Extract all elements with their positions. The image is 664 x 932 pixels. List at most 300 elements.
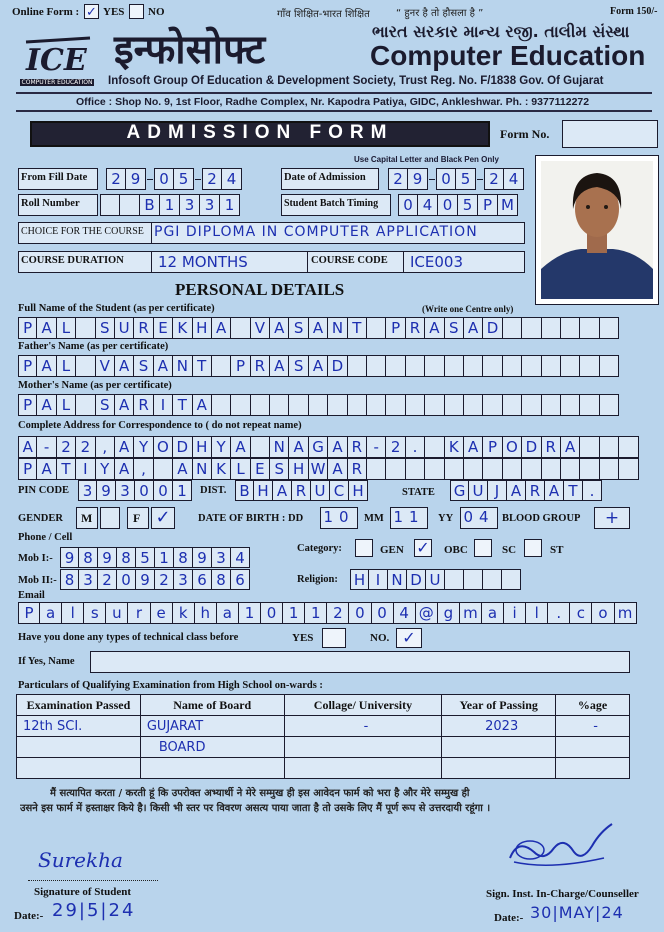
char-cell[interactable]: 2 — [327, 602, 349, 624]
char-cell[interactable]: A — [289, 436, 308, 458]
char-cell[interactable]: C — [330, 480, 349, 501]
char-cell[interactable] — [309, 394, 328, 416]
char-cell[interactable]: I — [154, 394, 173, 416]
char-cell[interactable]: A — [37, 317, 56, 339]
char-cell[interactable]: A — [328, 458, 347, 480]
char-cell[interactable]: A — [270, 317, 289, 339]
religion-cells[interactable] — [350, 569, 521, 590]
char-cell[interactable]: 1 — [305, 602, 327, 624]
char-cell[interactable]: 2 — [76, 436, 95, 458]
char-cell[interactable]: U — [115, 317, 134, 339]
qual-cell[interactable] — [17, 758, 141, 779]
char-cell[interactable]: O — [503, 436, 522, 458]
cat-box-1[interactable] — [355, 539, 373, 557]
char-cell[interactable]: 0 — [135, 480, 154, 501]
char-cell[interactable]: B — [140, 194, 160, 216]
char-cell[interactable]: A — [464, 436, 483, 458]
qual-cell[interactable]: GUJARAT — [140, 716, 284, 737]
char-cell[interactable]: O — [154, 436, 173, 458]
char-cell[interactable]: A — [115, 394, 134, 416]
char-cell[interactable] — [600, 355, 619, 377]
char-cell[interactable]: P — [18, 317, 37, 339]
char-cell[interactable]: 4 — [222, 168, 242, 190]
char-cell[interactable]: 9 — [193, 547, 212, 568]
char-cell[interactable]: o — [592, 602, 614, 624]
char-cell[interactable] — [619, 458, 638, 480]
qual-cell[interactable]: 2023 — [442, 716, 556, 737]
char-cell[interactable]: A — [464, 317, 483, 339]
char-cell[interactable] — [76, 317, 95, 339]
char-cell[interactable] — [386, 458, 405, 480]
char-cell[interactable] — [406, 394, 425, 416]
date-of-admission-cells[interactable] — [388, 168, 524, 190]
char-cell[interactable]: A — [309, 355, 328, 377]
char-cell[interactable]: 6 — [193, 569, 212, 590]
char-cell[interactable] — [212, 355, 231, 377]
char-cell[interactable] — [580, 458, 599, 480]
char-cell[interactable]: A — [231, 436, 250, 458]
char-cell[interactable]: 0 — [436, 168, 456, 190]
char-cell[interactable]: 2 — [155, 569, 174, 590]
char-cell[interactable]: L — [231, 458, 250, 480]
char-cell[interactable]: A — [273, 480, 292, 501]
qual-cell[interactable]: 12th SCI. — [17, 716, 141, 737]
char-cell[interactable]: T — [193, 355, 212, 377]
char-cell[interactable]: E — [251, 458, 270, 480]
char-cell[interactable]: 1 — [283, 602, 305, 624]
batch-timing-cells[interactable] — [398, 194, 518, 216]
char-cell[interactable]: Y — [96, 458, 115, 480]
char-cell[interactable]: L — [57, 394, 76, 416]
char-cell[interactable] — [367, 394, 386, 416]
char-cell[interactable] — [231, 394, 250, 416]
char-cell[interactable]: V — [96, 355, 115, 377]
char-cell[interactable] — [154, 458, 173, 480]
char-cell[interactable] — [483, 458, 502, 480]
char-cell[interactable] — [406, 355, 425, 377]
char-cell[interactable]: 1 — [160, 194, 180, 216]
online-no-checkbox[interactable] — [129, 4, 144, 19]
char-cell[interactable] — [522, 355, 541, 377]
char-cell[interactable]: 4 — [231, 547, 250, 568]
char-cell[interactable]: L — [57, 355, 76, 377]
char-cell[interactable]: S — [289, 317, 308, 339]
char-cell[interactable] — [251, 394, 270, 416]
mob2-cells[interactable] — [60, 569, 250, 590]
char-cell[interactable]: P — [18, 355, 37, 377]
char-cell[interactable]: 3 — [200, 194, 220, 216]
char-cell[interactable]: N — [388, 569, 407, 590]
char-cell[interactable]: L — [57, 317, 76, 339]
char-cell[interactable]: Y — [212, 436, 231, 458]
char-cell[interactable] — [483, 569, 502, 590]
char-cell[interactable] — [619, 436, 638, 458]
char-cell[interactable]: 9 — [98, 547, 117, 568]
char-cell[interactable]: 9 — [126, 168, 146, 190]
char-cell[interactable] — [600, 394, 619, 416]
char-cell[interactable] — [580, 394, 599, 416]
char-cell[interactable] — [522, 458, 541, 480]
char-cell[interactable] — [561, 317, 580, 339]
char-cell[interactable]: . — [406, 436, 425, 458]
char-cell[interactable]: P — [18, 602, 40, 624]
char-cell[interactable]: . — [548, 602, 570, 624]
char-cell[interactable]: S — [96, 394, 115, 416]
char-cell[interactable]: 4 — [394, 602, 416, 624]
char-cell[interactable]: P — [386, 317, 405, 339]
char-cell[interactable]: 8 — [79, 547, 98, 568]
char-cell[interactable]: H — [350, 569, 369, 590]
char-cell[interactable] — [251, 436, 270, 458]
char-cell[interactable] — [483, 355, 502, 377]
char-cell[interactable]: 2 — [98, 569, 117, 590]
qual-cell[interactable] — [442, 758, 556, 779]
char-cell[interactable] — [522, 317, 541, 339]
gender-m-check[interactable] — [100, 507, 120, 529]
char-cell[interactable]: 1 — [173, 480, 192, 501]
char-cell[interactable]: Y — [134, 436, 153, 458]
char-cell[interactable]: A — [37, 355, 56, 377]
char-cell[interactable] — [367, 458, 386, 480]
char-cell[interactable] — [76, 394, 95, 416]
char-cell[interactable]: N — [270, 436, 289, 458]
char-cell[interactable]: 3 — [174, 569, 193, 590]
char-cell[interactable]: - — [367, 436, 386, 458]
char-cell[interactable] — [289, 394, 308, 416]
char-cell[interactable]: K — [445, 436, 464, 458]
char-cell[interactable]: - — [37, 436, 56, 458]
char-cell[interactable] — [503, 317, 522, 339]
char-cell[interactable] — [212, 394, 231, 416]
qual-cell[interactable]: BOARD — [140, 737, 284, 758]
char-cell[interactable]: B — [235, 480, 254, 501]
char-cell[interactable] — [503, 458, 522, 480]
char-cell[interactable]: N — [173, 355, 192, 377]
char-cell[interactable]: A — [173, 458, 192, 480]
char-cell[interactable]: 3 — [212, 547, 231, 568]
mob1-cells[interactable] — [60, 547, 250, 568]
char-cell[interactable] — [425, 458, 444, 480]
char-cell[interactable]: a — [217, 602, 239, 624]
char-cell[interactable]: A — [37, 458, 56, 480]
char-cell[interactable] — [580, 317, 599, 339]
char-cell[interactable]: A — [328, 436, 347, 458]
char-cell[interactable]: 0 — [438, 194, 458, 216]
dist-cells[interactable] — [235, 480, 368, 501]
char-cell[interactable]: e — [151, 602, 173, 624]
char-cell[interactable]: g — [438, 602, 460, 624]
char-cell[interactable]: A — [561, 436, 580, 458]
char-cell[interactable]: D — [328, 355, 347, 377]
char-cell[interactable]: 0 — [117, 569, 136, 590]
tech-yes-check[interactable] — [322, 628, 346, 648]
char-cell[interactable]: P — [483, 436, 502, 458]
char-cell[interactable] — [600, 436, 619, 458]
pin-code-cells[interactable] — [78, 480, 192, 501]
char-cell[interactable]: M — [498, 194, 518, 216]
char-cell[interactable]: 3 — [79, 569, 98, 590]
char-cell[interactable]: A — [212, 317, 231, 339]
char-cell[interactable]: @ — [416, 602, 438, 624]
dob-mm[interactable]: 11 — [390, 507, 428, 529]
char-cell[interactable]: W — [309, 458, 328, 480]
char-cell[interactable]: A — [18, 436, 37, 458]
char-cell[interactable]: 2 — [106, 168, 126, 190]
char-cell[interactable]: r — [128, 602, 150, 624]
char-cell[interactable] — [503, 355, 522, 377]
from-fill-date-cells[interactable] — [106, 168, 242, 190]
char-cell[interactable]: s — [84, 602, 106, 624]
qual-cell[interactable] — [442, 737, 556, 758]
char-cell[interactable]: U — [311, 480, 330, 501]
char-cell[interactable]: R — [348, 458, 367, 480]
char-cell[interactable]: J — [488, 480, 507, 501]
char-cell[interactable] — [406, 458, 425, 480]
char-cell[interactable]: u — [106, 602, 128, 624]
table-row[interactable] — [17, 716, 630, 737]
char-cell[interactable]: m — [615, 602, 637, 624]
char-cell[interactable]: V — [251, 317, 270, 339]
char-cell[interactable]: 1 — [220, 194, 240, 216]
qual-cell[interactable] — [284, 737, 442, 758]
char-cell[interactable]: D — [522, 436, 541, 458]
char-cell[interactable] — [445, 569, 464, 590]
dob-dd[interactable]: 10 — [320, 507, 358, 529]
char-cell[interactable]: c — [570, 602, 592, 624]
char-cell[interactable] — [120, 194, 140, 216]
char-cell[interactable] — [425, 436, 444, 458]
char-cell[interactable]: S — [289, 355, 308, 377]
char-cell[interactable] — [522, 394, 541, 416]
char-cell[interactable]: 3 — [180, 194, 200, 216]
char-cell[interactable]: A — [115, 458, 134, 480]
char-cell[interactable]: I — [369, 569, 388, 590]
form-no-field[interactable] — [562, 120, 658, 148]
tech-no-check[interactable]: ✓ — [396, 628, 422, 648]
char-cell[interactable]: S — [445, 317, 464, 339]
char-cell[interactable]: 5 — [456, 168, 476, 190]
char-cell[interactable]: 2 — [484, 168, 504, 190]
char-cell[interactable]: D — [173, 436, 192, 458]
char-cell[interactable]: G — [309, 436, 328, 458]
cat-gen-check[interactable]: ✓ — [414, 539, 432, 557]
char-cell[interactable] — [464, 458, 483, 480]
char-cell[interactable] — [386, 355, 405, 377]
char-cell[interactable]: k — [173, 602, 195, 624]
char-cell[interactable]: 9 — [408, 168, 428, 190]
char-cell[interactable]: m — [460, 602, 482, 624]
char-cell[interactable]: E — [154, 317, 173, 339]
char-cell[interactable]: A — [309, 317, 328, 339]
char-cell[interactable]: l — [62, 602, 84, 624]
mother-name-cells[interactable] — [18, 394, 619, 416]
char-cell[interactable]: 3 — [116, 480, 135, 501]
char-cell[interactable]: H — [193, 317, 212, 339]
char-cell[interactable]: T — [173, 394, 192, 416]
char-cell[interactable]: A — [154, 355, 173, 377]
char-cell[interactable]: 8 — [60, 569, 79, 590]
char-cell[interactable]: R — [251, 355, 270, 377]
blood-group-value[interactable]: + — [594, 507, 630, 529]
char-cell[interactable]: , — [96, 436, 115, 458]
char-cell[interactable]: N — [193, 458, 212, 480]
char-cell[interactable] — [425, 394, 444, 416]
char-cell[interactable]: A — [270, 355, 289, 377]
char-cell[interactable]: P — [18, 458, 37, 480]
char-cell[interactable]: R — [292, 480, 311, 501]
char-cell[interactable]: T — [348, 317, 367, 339]
char-cell[interactable]: R — [526, 480, 545, 501]
gender-f-check[interactable]: ✓ — [151, 507, 175, 529]
char-cell[interactable]: R — [406, 317, 425, 339]
char-cell[interactable]: h — [195, 602, 217, 624]
char-cell[interactable] — [542, 394, 561, 416]
char-cell[interactable]: 5 — [136, 547, 155, 568]
qual-cell[interactable] — [556, 737, 630, 758]
char-cell[interactable]: 8 — [174, 547, 193, 568]
char-cell[interactable] — [464, 355, 483, 377]
table-row[interactable] — [17, 737, 630, 758]
char-cell[interactable]: 9 — [60, 547, 79, 568]
char-cell[interactable]: S — [96, 317, 115, 339]
char-cell[interactable]: 9 — [136, 569, 155, 590]
char-cell[interactable] — [483, 394, 502, 416]
qual-cell[interactable]: - — [284, 716, 442, 737]
char-cell[interactable]: 2 — [57, 436, 76, 458]
char-cell[interactable] — [561, 458, 580, 480]
char-cell[interactable]: 2 — [388, 168, 408, 190]
address-line2-cells[interactable] — [18, 458, 639, 480]
char-cell[interactable]: A — [425, 317, 444, 339]
char-cell[interactable] — [386, 394, 405, 416]
char-cell[interactable]: 3 — [78, 480, 97, 501]
char-cell[interactable]: S — [270, 458, 289, 480]
char-cell[interactable]: K — [212, 458, 231, 480]
char-cell[interactable]: 8 — [212, 569, 231, 590]
char-cell[interactable]: H — [349, 480, 368, 501]
char-cell[interactable]: 0 — [154, 168, 174, 190]
char-cell[interactable]: a — [482, 602, 504, 624]
char-cell[interactable] — [464, 394, 483, 416]
char-cell[interactable]: H — [289, 458, 308, 480]
char-cell[interactable] — [561, 394, 580, 416]
char-cell[interactable]: . — [583, 480, 602, 501]
char-cell[interactable]: 0 — [261, 602, 283, 624]
char-cell[interactable]: U — [426, 569, 445, 590]
cat-obc-check[interactable] — [474, 539, 492, 557]
qual-cell[interactable] — [17, 737, 141, 758]
char-cell[interactable]: 9 — [97, 480, 116, 501]
char-cell[interactable] — [600, 317, 619, 339]
state-cells[interactable] — [450, 480, 602, 501]
char-cell[interactable] — [464, 569, 483, 590]
char-cell[interactable] — [542, 458, 561, 480]
char-cell[interactable] — [542, 355, 561, 377]
char-cell[interactable] — [445, 458, 464, 480]
online-yes-checkbox[interactable]: ✓ — [84, 4, 99, 19]
char-cell[interactable]: l — [526, 602, 548, 624]
char-cell[interactable]: 0 — [349, 602, 371, 624]
char-cell[interactable] — [503, 394, 522, 416]
char-cell[interactable] — [348, 394, 367, 416]
address-line1-cells[interactable] — [18, 436, 639, 458]
char-cell[interactable]: 0 — [398, 194, 418, 216]
full-name-cells[interactable] — [18, 317, 619, 339]
qual-cell[interactable] — [284, 758, 442, 779]
char-cell[interactable]: 6 — [231, 569, 250, 590]
email-cells[interactable] — [18, 602, 637, 624]
char-cell[interactable] — [600, 458, 619, 480]
char-cell[interactable]: R — [134, 394, 153, 416]
char-cell[interactable] — [367, 317, 386, 339]
char-cell[interactable]: H — [193, 436, 212, 458]
char-cell[interactable]: 4 — [418, 194, 438, 216]
char-cell[interactable]: 1 — [239, 602, 261, 624]
char-cell[interactable] — [561, 355, 580, 377]
char-cell[interactable]: P — [478, 194, 498, 216]
father-name-cells[interactable] — [18, 355, 619, 377]
table-row[interactable] — [17, 758, 630, 779]
char-cell[interactable]: 0 — [372, 602, 394, 624]
char-cell[interactable]: S — [134, 355, 153, 377]
char-cell[interactable]: N — [328, 317, 347, 339]
char-cell[interactable]: P — [18, 394, 37, 416]
char-cell[interactable]: H — [254, 480, 273, 501]
char-cell[interactable]: T — [57, 458, 76, 480]
qual-cell[interactable]: - — [556, 716, 630, 737]
char-cell[interactable] — [580, 355, 599, 377]
char-cell[interactable]: A — [545, 480, 564, 501]
dob-yy[interactable]: 04 — [460, 507, 498, 529]
if-yes-field[interactable] — [90, 651, 630, 673]
char-cell[interactable]: 0 — [154, 480, 173, 501]
char-cell[interactable] — [542, 317, 561, 339]
char-cell[interactable] — [502, 569, 521, 590]
char-cell[interactable]: D — [483, 317, 502, 339]
char-cell[interactable]: D — [407, 569, 426, 590]
char-cell[interactable]: 2 — [386, 436, 405, 458]
char-cell[interactable]: A — [507, 480, 526, 501]
char-cell[interactable] — [270, 394, 289, 416]
char-cell[interactable]: 8 — [117, 547, 136, 568]
char-cell[interactable]: A — [115, 436, 134, 458]
qual-cell[interactable] — [556, 758, 630, 779]
char-cell[interactable]: 5 — [174, 168, 194, 190]
char-cell[interactable] — [76, 355, 95, 377]
char-cell[interactable] — [580, 436, 599, 458]
char-cell[interactable]: 2 — [202, 168, 222, 190]
char-cell[interactable]: a — [40, 602, 62, 624]
char-cell[interactable]: A — [193, 394, 212, 416]
char-cell[interactable]: R — [542, 436, 561, 458]
char-cell[interactable]: I — [76, 458, 95, 480]
cat-sc-check[interactable] — [524, 539, 542, 557]
char-cell[interactable]: G — [450, 480, 469, 501]
char-cell[interactable]: R — [348, 436, 367, 458]
char-cell[interactable] — [328, 394, 347, 416]
char-cell[interactable]: , — [134, 458, 153, 480]
char-cell[interactable] — [425, 355, 444, 377]
char-cell[interactable]: U — [469, 480, 488, 501]
qual-cell[interactable] — [140, 758, 284, 779]
char-cell[interactable] — [445, 394, 464, 416]
char-cell[interactable] — [445, 355, 464, 377]
char-cell[interactable]: 5 — [458, 194, 478, 216]
char-cell[interactable] — [100, 194, 120, 216]
char-cell[interactable]: 1 — [155, 547, 174, 568]
char-cell[interactable] — [231, 317, 250, 339]
char-cell[interactable]: i — [504, 602, 526, 624]
